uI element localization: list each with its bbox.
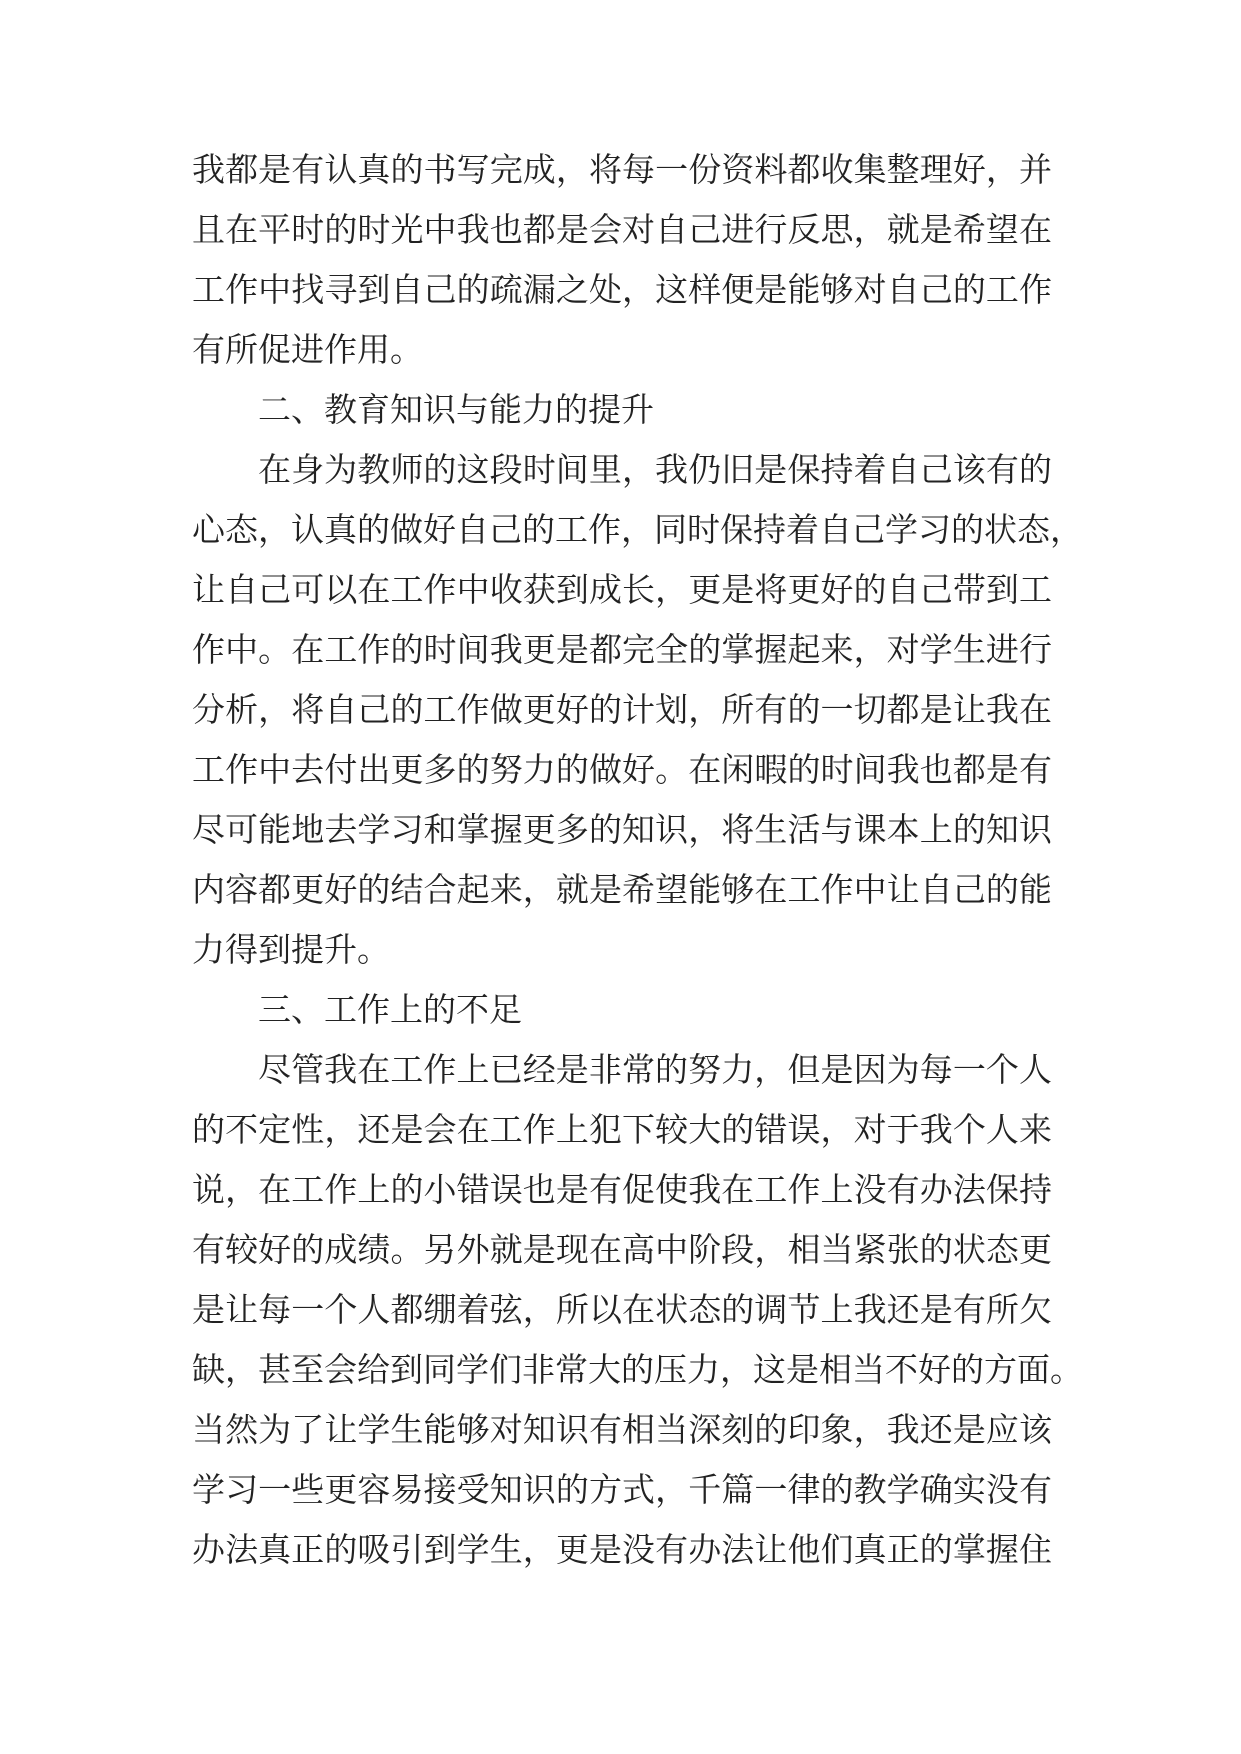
paragraph-line: 在身为教师的这段时间里，我仍旧是保持着自己该有的 [258, 450, 1052, 489]
paragraph-line: 说，在工作上的小错误也是有促使我在工作上没有办法保持 [192, 1170, 1052, 1209]
paragraph-line: 学习一些更容易接受知识的方式，千篇一律的教学确实没有 [192, 1470, 1052, 1509]
paragraph-line: 工作中找寻到自己的疏漏之处，这样便是能够对自己的工作 [192, 270, 1052, 309]
paragraph-line: 办法真正的吸引到学生，更是没有办法让他们真正的掌握住 [192, 1530, 1052, 1569]
section-heading: 二、教育知识与能力的提升 [258, 390, 654, 429]
paragraph-line: 分析，将自己的工作做更好的计划，所有的一切都是让我在 [192, 690, 1052, 729]
paragraph-line: 让自己可以在工作中收获到成长，更是将更好的自己带到工 [192, 570, 1052, 609]
paragraph-line: 有较好的成绩。另外就是现在高中阶段，相当紧张的状态更 [192, 1230, 1052, 1269]
section-heading: 三、工作上的不足 [258, 990, 522, 1029]
paragraph-line: 尽可能地去学习和掌握更多的知识，将生活与课本上的知识 [192, 810, 1052, 849]
paragraph-line: 有所促进作用。 [192, 330, 423, 369]
paragraph-line: 是让每一个人都绷着弦，所以在状态的调节上我还是有所欠 [192, 1290, 1052, 1329]
paragraph-line: 作中。在工作的时间我更是都完全的掌握起来，对学生进行 [192, 630, 1052, 669]
paragraph-line: 工作中去付出更多的努力的做好。在闲暇的时间我也都是有 [192, 750, 1052, 789]
paragraph-line: 我都是有认真的书写完成，将每一份资料都收集整理好，并 [192, 150, 1052, 189]
paragraph-line: 的不定性，还是会在工作上犯下较大的错误，对于我个人来 [192, 1110, 1052, 1149]
paragraph-line: 当然为了让学生能够对知识有相当深刻的印象，我还是应该 [192, 1410, 1052, 1449]
paragraph-line: 缺，甚至会给到同学们非常大的压力，这是相当不好的方面。 [192, 1350, 1083, 1389]
paragraph-line: 尽管我在工作上已经是非常的努力，但是因为每一个人 [258, 1050, 1052, 1089]
paragraph-line: 且在平时的时光中我也都是会对自己进行反思，就是希望在 [192, 210, 1052, 249]
paragraph-line: 心态，认真的做好自己的工作，同时保持着自己学习的状态， [192, 510, 1083, 549]
paragraph-line: 力得到提升。 [192, 930, 390, 969]
paragraph-line: 内容都更好的结合起来，就是希望能够在工作中让自己的能 [192, 870, 1052, 909]
